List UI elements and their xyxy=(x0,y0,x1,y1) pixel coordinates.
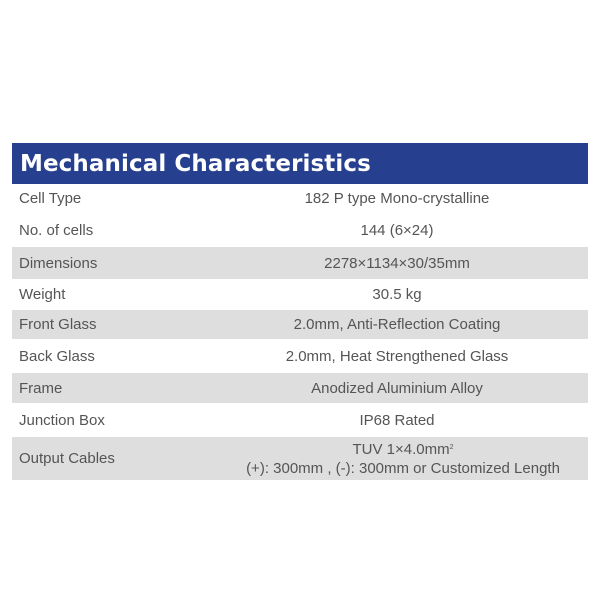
row-label: Frame xyxy=(19,379,63,397)
row-value: 182 P type Mono-crystalline xyxy=(304,190,490,207)
row-value: 2.0mm, Anti-Reflection Coating xyxy=(293,316,501,333)
row-label: Back Glass xyxy=(19,347,95,365)
section-title: Mechanical Characteristics xyxy=(20,150,371,177)
row-value: IP68 Rated xyxy=(359,411,435,429)
row-value: Anodized Aluminium Alloy xyxy=(311,379,483,397)
table-row-frame xyxy=(12,373,588,404)
table-row-junction-box xyxy=(12,404,588,437)
row-label: Output Cables xyxy=(19,450,115,467)
section-header xyxy=(12,143,588,184)
table-row-output-cables xyxy=(12,437,588,481)
row-label: Front Glass xyxy=(19,316,97,333)
cable-spec: TUV 1×4.0mm xyxy=(352,440,450,458)
table-row-cell-type xyxy=(12,184,588,214)
table-row-back-glass xyxy=(12,340,588,373)
superscript: 2 xyxy=(449,443,454,451)
row-label: Junction Box xyxy=(19,411,105,429)
table-row-dimensions xyxy=(12,247,588,280)
row-value: 30.5 kg xyxy=(372,286,422,303)
row-label: Weight xyxy=(19,286,66,303)
table-row-no-of-cells xyxy=(12,214,588,247)
table-row-weight xyxy=(12,280,588,310)
row-label: Cell Type xyxy=(19,190,82,207)
row-value: 144 (6×24) xyxy=(360,221,434,239)
table-row-front-glass xyxy=(12,310,588,340)
value-line-1 xyxy=(218,440,588,459)
row-value xyxy=(218,440,588,478)
row-value: 2.0mm, Heat Strengthened Glass xyxy=(285,347,509,365)
row-label: Dimensions xyxy=(19,254,98,272)
value-line-2: (+): 300mm , (-): 300mm or Customized Length xyxy=(246,459,560,477)
row-label: No. of cells xyxy=(19,221,94,239)
mechanical-characteristics-table xyxy=(12,143,588,481)
row-value: 2278×1134×30/35mm xyxy=(324,254,470,272)
